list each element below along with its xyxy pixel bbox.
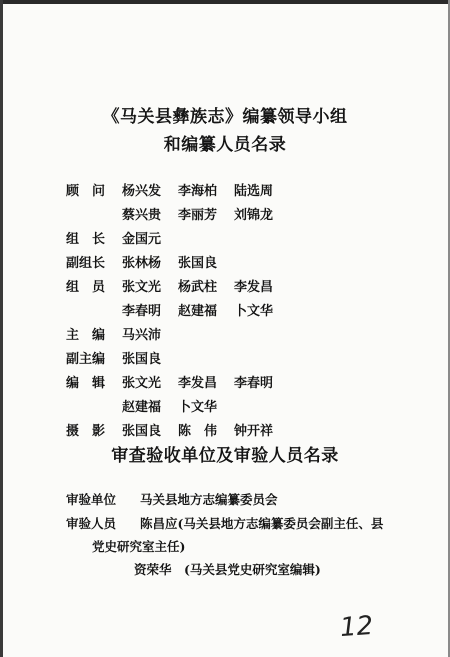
member-name: 赵建福 — [122, 400, 162, 415]
audit-person-1-line-2: 党史研究室主任) — [92, 539, 186, 554]
member-name: 卜文华 — [178, 400, 218, 415]
title-line-2: 和编纂人员名录 — [163, 135, 287, 155]
title-line-1: 《马关县彝族志》编纂领导小组 — [102, 107, 348, 127]
member-name: 李海柏 — [178, 184, 218, 199]
audit-unit-label: 审验单位 — [66, 492, 117, 507]
audit-unit-row — [66, 490, 396, 508]
audit-person-2-row — [134, 560, 394, 578]
member-name: 陈 伟 — [178, 424, 218, 439]
member-name: 张国良 — [178, 256, 218, 271]
member-role: 副主编 — [66, 352, 106, 367]
audit-section-title: 审查验收单位及审验人员名录 — [111, 446, 339, 466]
member-name: 马兴沛 — [122, 328, 162, 343]
audit-people-row — [66, 514, 406, 532]
member-name: 李春明 — [234, 376, 274, 391]
audit-unit-value: 马关县地方志编纂委员会 — [140, 492, 278, 507]
member-role: 摄 影 — [66, 424, 106, 439]
member-name: 杨武柱 — [178, 280, 218, 295]
member-name: 张文光 — [122, 376, 162, 391]
member-role: 组 长 — [66, 232, 106, 247]
member-name: 赵建福 — [178, 304, 218, 319]
member-name: 李丽芳 — [178, 208, 218, 223]
member-name: 金国元 — [122, 232, 162, 247]
member-name: 张国良 — [122, 352, 162, 367]
audit-person-1: 陈昌应(马关县地方志编纂委员会副主任、县 — [140, 516, 384, 531]
member-name: 张国良 — [122, 424, 162, 439]
audit-person-1-continued — [92, 537, 292, 555]
member-name: 钟开祥 — [234, 424, 274, 439]
member-name: 刘锦龙 — [234, 208, 274, 223]
audit-person-2: 资荣华 (马关县党史研究室编辑) — [134, 562, 321, 577]
member-name: 张林杨 — [122, 256, 162, 271]
member-name: 陆选周 — [234, 184, 274, 199]
member-name: 卜文华 — [234, 304, 274, 319]
member-name: 李春明 — [122, 304, 162, 319]
member-role: 编 辑 — [66, 376, 106, 391]
member-name: 蔡兴贵 — [122, 208, 162, 223]
member-role: 主 编 — [66, 328, 106, 343]
member-role: 顾 问 — [66, 184, 106, 199]
member-role: 副组长 — [66, 256, 106, 271]
handwritten-page-number: 12 — [338, 610, 375, 644]
member-name: 杨兴发 — [122, 184, 162, 199]
member-name: 李发昌 — [234, 280, 274, 295]
member-role: 组 员 — [66, 280, 106, 295]
audit-people-label: 审验人员 — [66, 516, 117, 531]
scan-edge-left — [0, 0, 3, 657]
member-name: 李发昌 — [178, 376, 218, 391]
scan-edge-top — [0, 0, 450, 4]
member-name: 张文光 — [122, 280, 162, 295]
